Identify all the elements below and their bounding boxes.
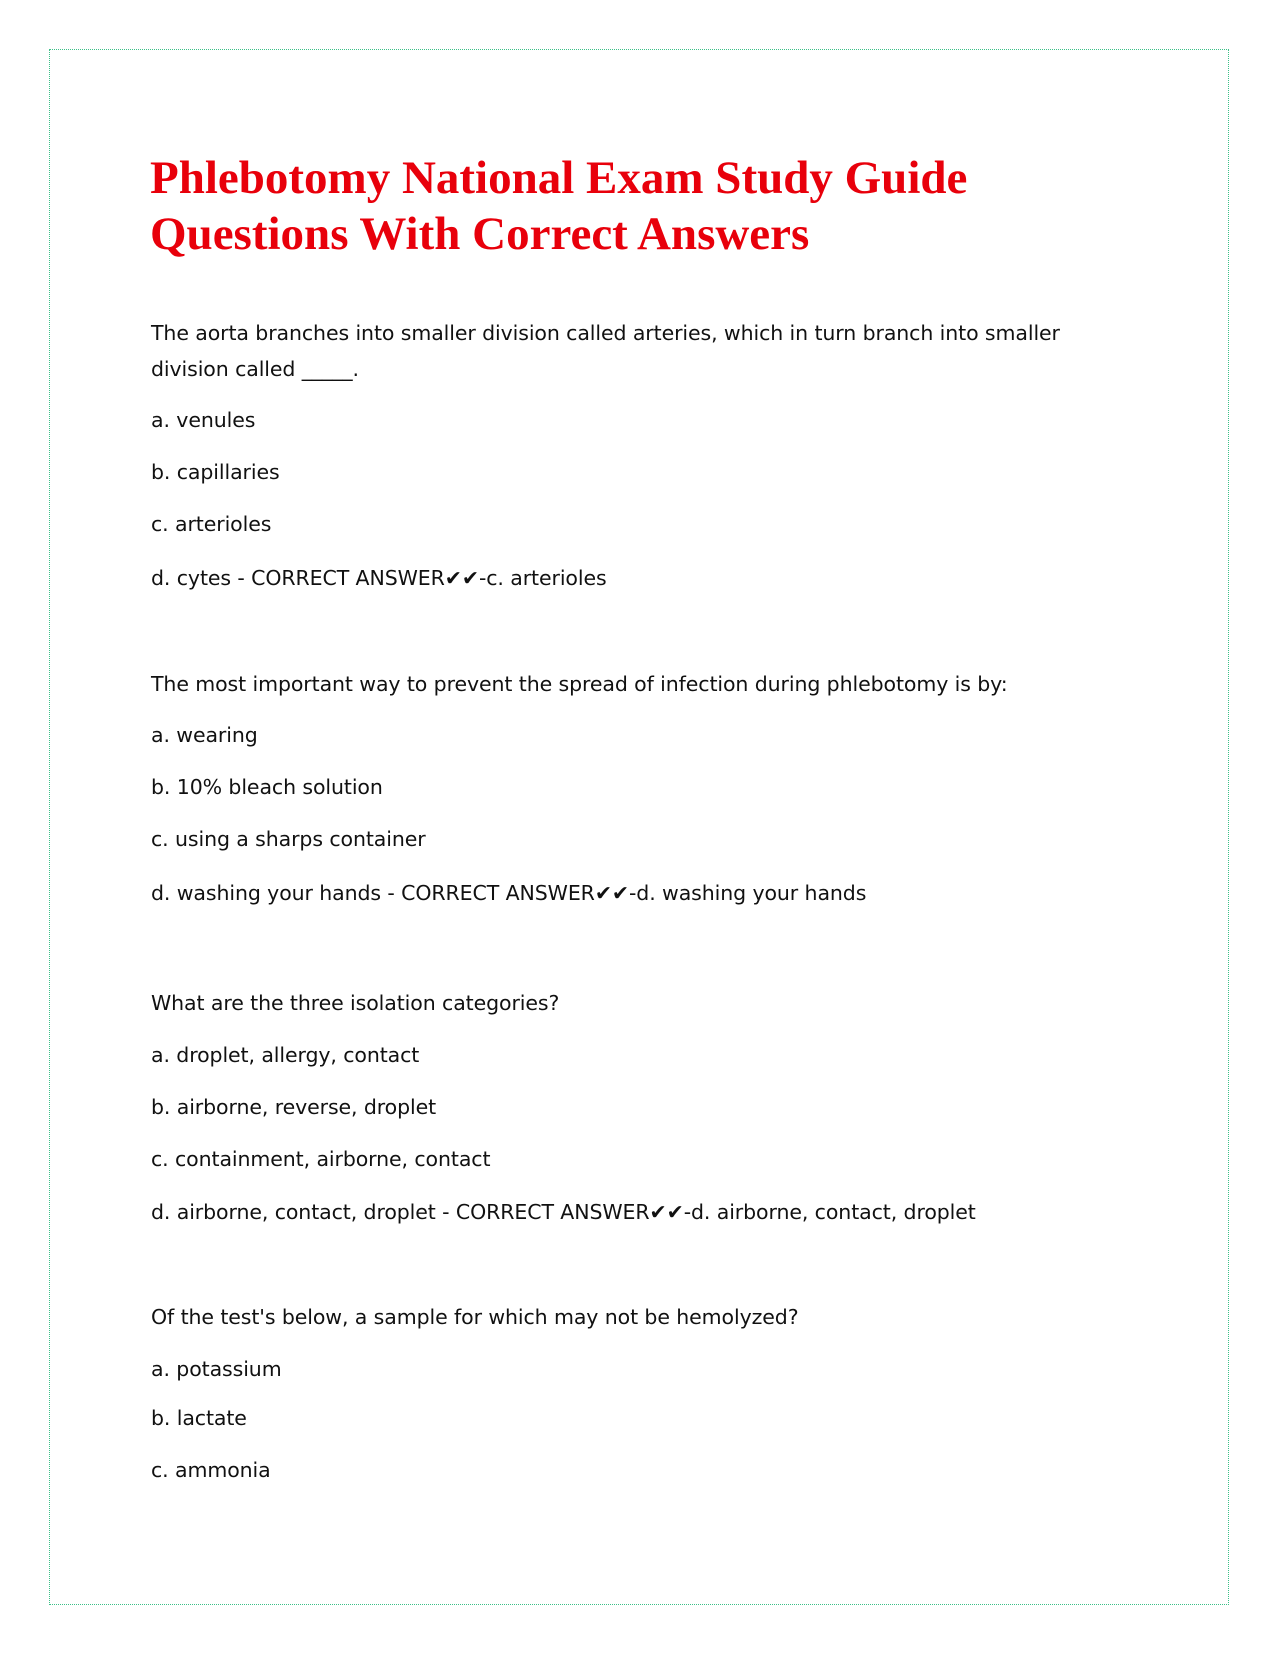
question-1-option-b: b. capillaries (151, 460, 280, 484)
question-1-option-c: c. arterioles (151, 512, 272, 536)
question-2-prompt: The most important way to prevent the spread of infection during phlebotomy is by: (151, 672, 1008, 696)
question-2-option-b: b. 10% bleach solution (151, 775, 383, 799)
question-4-option-a: a. potassium (151, 1357, 282, 1381)
question-1-option-d-answer: d. cytes - CORRECT ANSWER✔✔-c. arterioles (151, 566, 607, 590)
question-4-option-c: c. ammonia (151, 1458, 271, 1482)
question-3-option-c: c. containment, airborne, contact (151, 1147, 491, 1171)
question-3-option-a: a. droplet, allergy, contact (151, 1043, 420, 1067)
question-4-prompt: Of the test's below, a sample for which may not be hemolyzed? (151, 1305, 799, 1329)
question-2-option-a: a. wearing (151, 723, 258, 747)
document-title: Phlebotomy National Exam Study Guide Questions With Correct Answers (150, 152, 968, 260)
question-1-prompt: The aorta branches into smaller division called arteries, which in turn branch into smaller division called _____. (151, 321, 1060, 381)
question-3-option-d-answer: d. airborne, contact, droplet - CORRECT ANSWER✔✔-d. airborne, contact, droplet (151, 1200, 976, 1224)
question-1-option-a: a. venules (151, 408, 256, 432)
question-3-option-b: b. airborne, reverse, droplet (151, 1095, 437, 1119)
question-2-option-d-answer: d. washing your hands - CORRECT ANSWER✔✔-d. washing your hands (151, 881, 867, 905)
question-3-prompt: What are the three isolation categories? (151, 991, 560, 1015)
question-2-option-c: c. using a sharps container (151, 827, 426, 851)
question-4-option-b: b. lactate (151, 1406, 247, 1430)
